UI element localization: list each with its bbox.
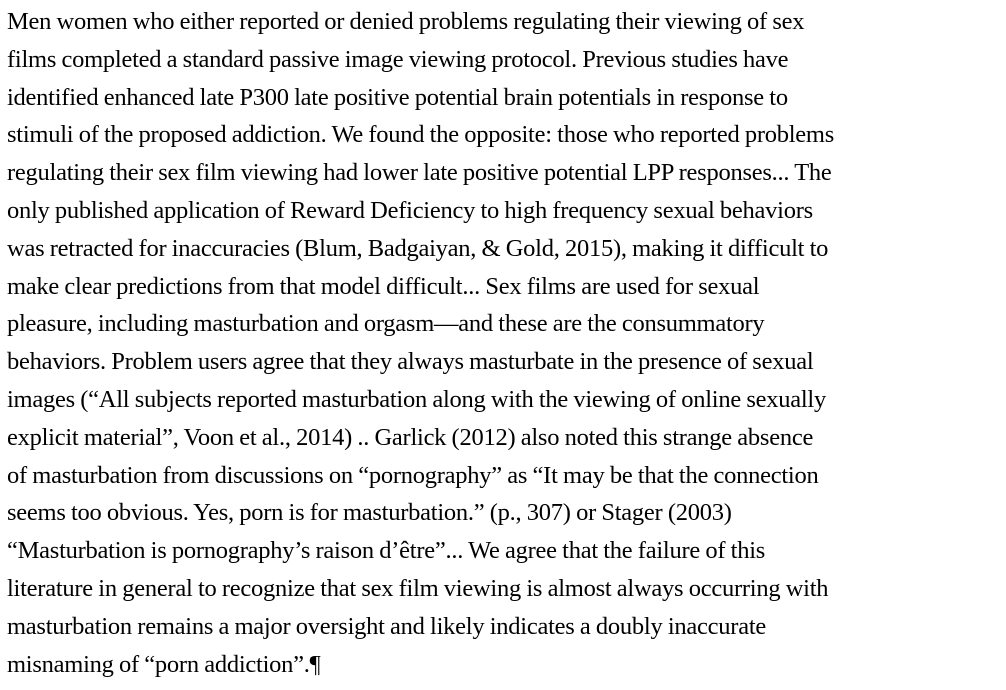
text-line: behaviors. Problem users agree that they always masturbate in the presence of sexual [7, 348, 814, 376]
text-line: regulating their sex film viewing had lower late positive potential LPP responses... The [7, 159, 832, 187]
text-line: of masturbation from discussions on “pornography” as “It may be that the connection [7, 461, 819, 489]
last-line-text: misnaming of “porn addiction”. [7, 650, 310, 678]
text-line: “Masturbation is pornography’s raison d’être”... We agree that the failure of this [7, 537, 766, 565]
paragraph-mark-icon: ¶ [309, 650, 321, 678]
text-line: Men women who either reported or denied problems regulating their viewing of sex [7, 8, 805, 35]
text-line: identified enhanced late P300 late positive potential brain potentials in response to [7, 83, 788, 111]
text-line: masturbation remains a major oversight and likely indicates a doubly inaccurate [7, 612, 766, 640]
text-line: stimuli of the proposed addiction. We found the opposite: those who reported problems [7, 121, 834, 149]
text-line: was retracted for inaccuracies (Blum, Badgaiyan, & Gold, 2015), making it difficult to [7, 234, 829, 262]
document-paragraph[interactable] [7, 3, 1006, 683]
text-line: literature in general to recognize that sex film viewing is almost always occurring with [7, 574, 829, 602]
text-line: images (“All subjects reported masturbation along with the viewing of online sexually [7, 385, 826, 413]
text-line-last [7, 646, 1006, 684]
text-line: pleasure, including masturbation and orgasm—and these are the consummatory [7, 310, 765, 338]
text-line: make clear predictions from that model difficult... Sex films are used for sexual [7, 272, 760, 300]
text-line: seems too obvious. Yes, porn is for masturbation.” (p., 307) or Stager (2003) [7, 499, 732, 527]
text-line: films completed a standard passive image viewing protocol. Previous studies have [7, 45, 789, 73]
text-line: explicit material”, Voon et al., 2014) .. Garlick (2012) also noted this strange absence [7, 423, 814, 451]
text-line: only published application of Reward Deficiency to high frequency sexual behaviors [7, 196, 813, 224]
